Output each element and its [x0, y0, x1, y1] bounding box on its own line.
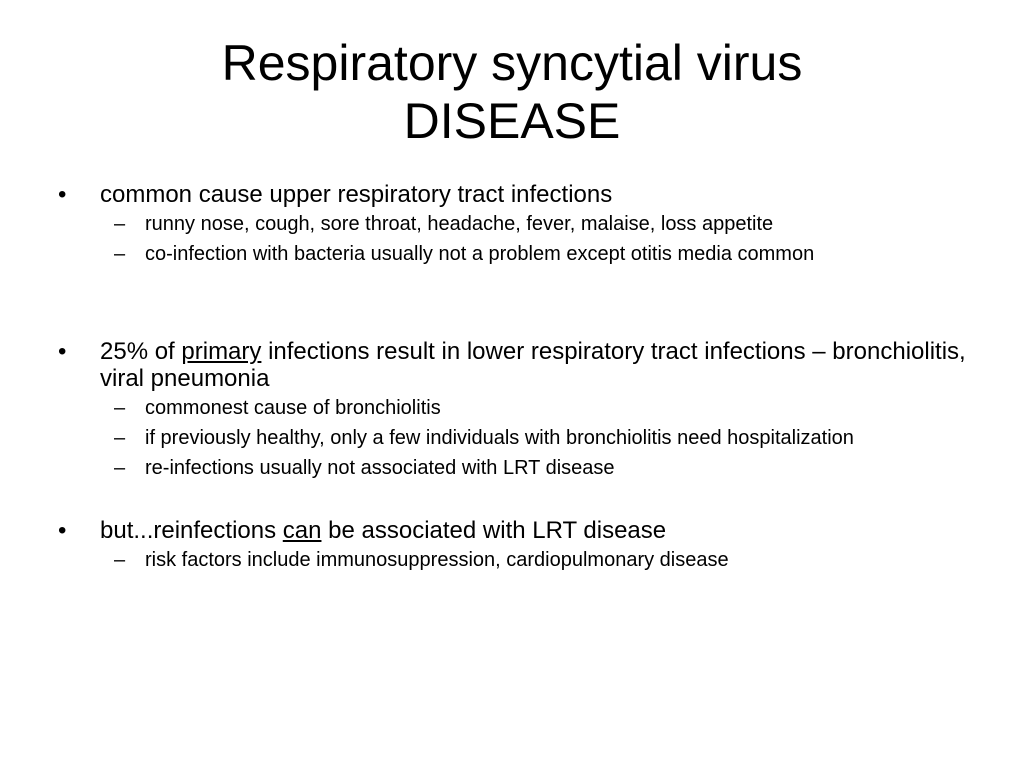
- bullet-text-underlined: primary: [181, 338, 262, 365]
- sub-bullet-marker: –: [114, 397, 126, 419]
- sub-bullet-marker: –: [114, 427, 126, 449]
- bullet-text: common cause upper respiratory tract infections: [100, 181, 613, 208]
- sub-bullet-marker: –: [114, 213, 126, 235]
- bullet-text-after: infections result in lower respiratory tract infections – bronchiolitis, viral pneumonia: [100, 338, 966, 392]
- slide-body: [58, 181, 978, 572]
- sub-bullet-item: [58, 396, 978, 420]
- sub-bullet-marker: –: [114, 457, 126, 479]
- sub-bullet-item: [58, 212, 978, 236]
- sub-bullet-text: if previously healthy, only a few individuals with bronchiolitis need hospitalization: [145, 427, 854, 449]
- sub-bullet-text: re-infections usually not associated with LRT disease: [145, 457, 615, 479]
- sub-bullet-item: [58, 426, 978, 450]
- sub-bullet-item: [58, 242, 978, 266]
- bullet-text-before: 25% of: [100, 338, 182, 365]
- sub-bullet-text: co-infection with bacteria usually not a problem except otitis media common: [145, 243, 815, 265]
- bullet-text-after: be associated with LRT disease: [321, 517, 667, 544]
- bullet-marker: •: [58, 338, 67, 365]
- bullet-item: [58, 338, 978, 392]
- slide-title: [60, 34, 964, 150]
- slide-title-line-2: DISEASE: [403, 93, 621, 149]
- sub-bullet-item: [58, 456, 978, 480]
- sub-bullet-text: commonest cause of bronchiolitis: [145, 397, 441, 419]
- slide-title-line-1: Respiratory syncytial virus: [221, 35, 803, 91]
- bullet-marker: •: [58, 181, 67, 208]
- bullet-item: [58, 517, 978, 544]
- sub-bullet-marker: –: [114, 243, 126, 265]
- sub-bullet-text: runny nose, cough, sore throat, headache, fever, malaise, loss appetite: [145, 213, 774, 235]
- sub-bullet-item: [58, 548, 978, 572]
- bullet-text-before: but...reinfections: [100, 517, 283, 544]
- bullet-item: [58, 181, 978, 208]
- sub-bullet-text: risk factors include immunosuppression, cardiopulmonary disease: [145, 549, 729, 571]
- sub-bullet-marker: –: [114, 549, 126, 571]
- bullet-marker: •: [58, 517, 67, 544]
- bullet-text-underlined: can: [282, 517, 322, 544]
